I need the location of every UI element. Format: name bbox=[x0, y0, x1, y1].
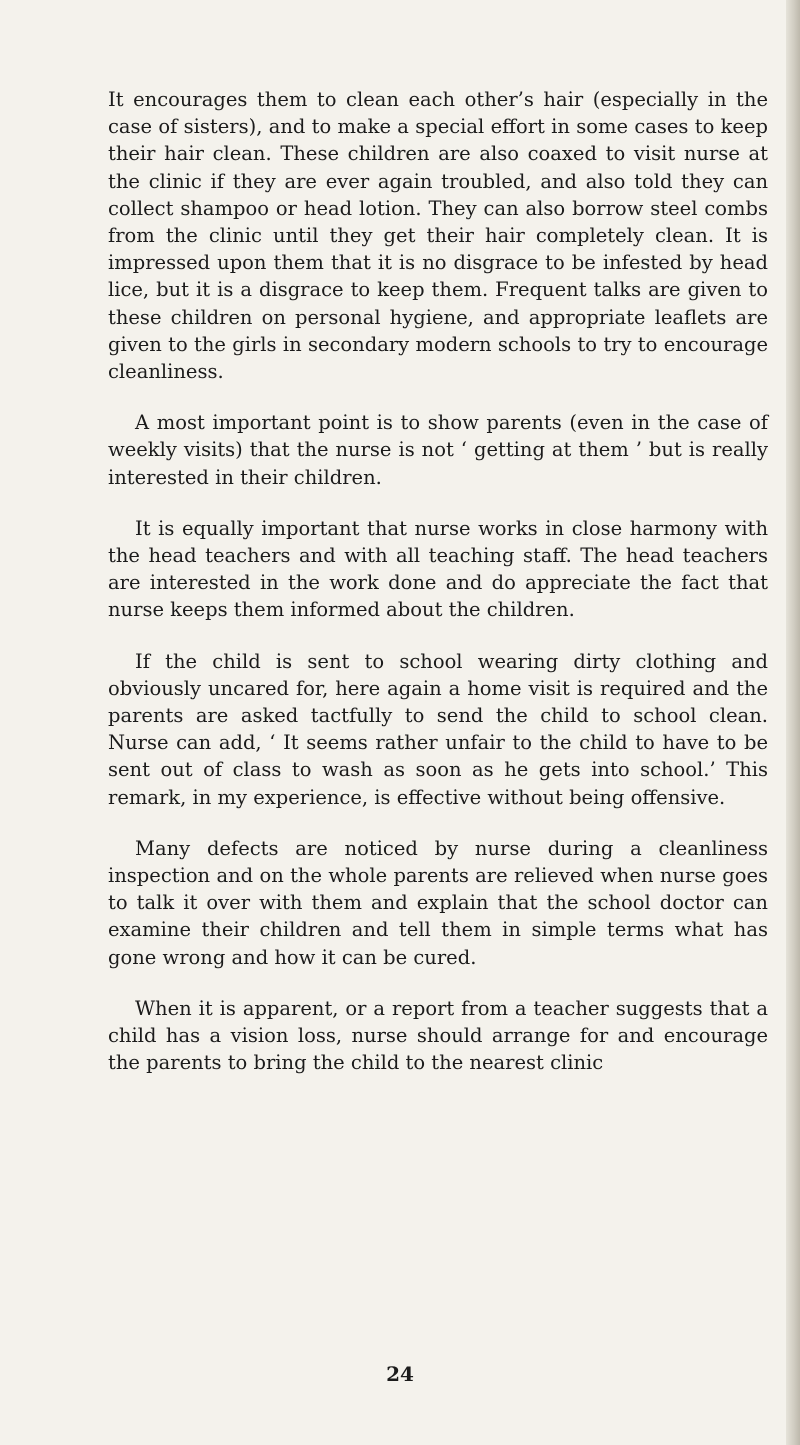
paragraph-4: If the child is sent to school wearing dirty clothing and obviously uncared for, here again a home visit is required and the parents are asked tactfully to send the child to school clean. Nurse can add, ‘ It seems rather unfair to the child to have to be sent out of class to wash as soon as he gets into school.’ This remark, in my experience, is effective without being offensive. bbox=[108, 649, 768, 809]
page-number: 24 bbox=[386, 1362, 414, 1386]
paragraph-1: It encourages them to clean each other’s hair (especially in the case of sisters), and to make a special effort in some cases to keep their hair clean. These children are also coaxed to visit nurse at the clinic if they are ever again troubled, and also told they can collect shampoo or head lotion. They can also borrow steel combs from the clinic until they get their hair completely clean. It is impressed upon them that it is no disgrace to be infested by head lice, but it is a disgrace to keep them. Frequent talks are given to these children on personal hygiene, and appropriate leaflets are given to the girls in secondary modern schools to try to encourage cleanliness. bbox=[108, 88, 768, 384]
paragraph-3: It is equally important that nurse works in close harmony with the head teachers and with all teaching staff. The head teachers are interested in the work done and do appreciate the fact that nurse keeps them informed about the children. bbox=[108, 516, 768, 622]
page-edge-shadow bbox=[786, 0, 800, 1445]
paragraph-5: Many defects are noticed by nurse during a cleanliness inspection and on the whole parents are relieved when nurse goes to talk it over with them and explain that the school doctor can examine their children and tell them in simple terms what has gone wrong and how it can be cured. bbox=[108, 836, 768, 969]
paragraph-2: A most important point is to show parents (even in the case of weekly visits) that the nurse is not ‘ getting at them ’ but is really interested in their children. bbox=[108, 411, 768, 489]
paragraph-6: When it is apparent, or a report from a teacher suggests that a child has a vision loss, nurse should arrange for and encourage the parents to bring the child to the nearest clinic bbox=[108, 996, 768, 1075]
body-text bbox=[108, 86, 768, 1101]
